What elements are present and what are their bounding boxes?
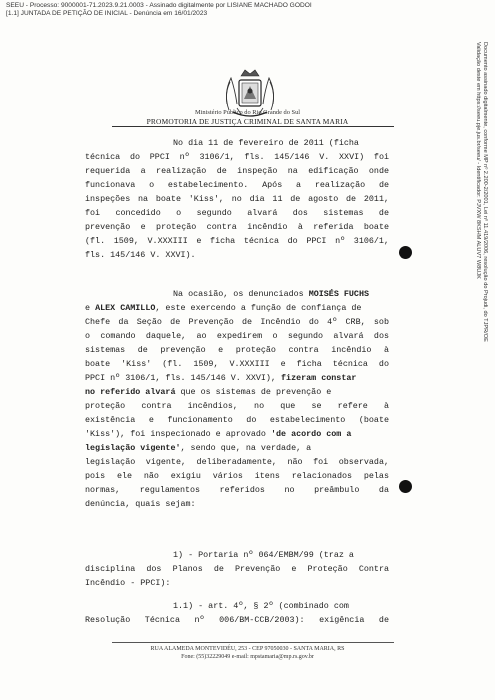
- defendant-name: ALEX CAMILLO: [95, 303, 156, 313]
- text-line: inspeções na boate 'Kiss', no dia 11 de agosto de 2011,: [85, 194, 389, 204]
- text-line: no referido alvará que os sistemas de prevenção e: [85, 387, 332, 397]
- department-name: PROMOTORIA DE JUSTIÇA CRIMINAL DE SANTA MARIA: [146, 117, 349, 126]
- text-line: boate 'Kiss' (fl. 1509, V.XXXIII e ficha técnica do: [85, 359, 389, 369]
- header-divider: [112, 126, 394, 127]
- text-line: foi concedido o segundo alvará dos sistemas de: [85, 208, 389, 218]
- footer-address: RUA ALAMEDA MONTEVIDÉU, 253 - CEP 97050030 - SANTA MARIA, RS: [150, 646, 345, 652]
- footer-divider: [112, 642, 394, 643]
- text-line: (fl. 1509, V.XXXIII e ficha técnica do PPCI nº 3106/1,: [85, 236, 389, 246]
- text-line: pois ele não exigiu vários itens relacionados pelas: [85, 471, 389, 481]
- text-line: Incêndio - PPCI):: [85, 578, 171, 588]
- text-line: PPCI nº 3106/1, fls. 145/146 V. XXVI), fizeram constar: [85, 373, 357, 383]
- paragraph-3: [85, 548, 389, 590]
- text-line: e ALEX CAMILLO, este exercendo a função de confiança de: [85, 303, 362, 313]
- validation-side-note: [468, 42, 488, 682]
- emphasis-text: legislação vigente': [85, 443, 181, 453]
- text-line: 1) - Portaria nº 064/EMBM/99 (traz a: [173, 550, 354, 560]
- text-line: proteção contra incêndios, no que se refere à: [85, 401, 389, 411]
- text-line: técnica do PPCI nº 3106/1, fls. 145/146 V. XXVI) foi: [85, 152, 389, 162]
- emphasis-text: 'de acordo com a: [270, 429, 352, 439]
- text-line: legislação vigente, deliberadamente, não foi observada,: [85, 457, 389, 467]
- text-line: funcionava o estabelecimento. Após a realização de: [85, 180, 389, 190]
- text-line: disciplina dos Planos de Prevenção e Proteção Contra: [85, 564, 389, 574]
- text-line: Na ocasião, os denunciados MOISÉS FUCHS: [173, 289, 370, 299]
- validation-line-1: Documento assinado digitalmente, conforme MP nº 2.200-2/2001, Lei nº 11.419/2006, resolução do Projudi, do TJPR/OE: [482, 42, 488, 342]
- text-line: denúncia, quais sejam:: [85, 499, 196, 509]
- emphasis-text: fizeram constar: [281, 373, 357, 383]
- paragraph-1: [85, 136, 389, 262]
- signature-stamp-line: SEEU - Processo: 9000001-71.2023.9.21.0003 - Assinado digitalmente por LISIANE MACHADO GODOI: [6, 2, 312, 9]
- text-line: prevenção e proteção contra incêndio à referida boate: [85, 222, 389, 232]
- text-line: sistemas de prevenção e proteção contra incêndio à: [85, 345, 389, 355]
- text-line: Resolução Técnica nº 006/BM-CCB/2003): exigência de: [85, 615, 389, 625]
- paragraph-4: [85, 599, 389, 627]
- binder-hole: [399, 246, 412, 259]
- text-line: legislação vigente', sendo que, na verdade, a: [85, 443, 312, 453]
- text-line: 1.1) - art. 4º, § 2º (combinado com: [173, 601, 349, 611]
- text-line: o comando daquele, ao expedirem o segundo alvará dos: [85, 331, 389, 341]
- institution-name: Ministério Público do Rio Grande do Sul: [194, 109, 301, 116]
- text-line: Chefe da Seção de Prevenção de Incêndio do 4º CRB, sob: [85, 317, 389, 327]
- paragraph-2: [85, 287, 389, 511]
- footer-contact: Fone: (55)32229049 e-mail: mpstamaria@mp.rs.gov.br: [181, 654, 314, 660]
- text-line: requerida a realização de inspeção na edificação onde: [85, 166, 389, 176]
- text-line: 'Kiss'), foi inspecionado e aprovado 'de acordo com a: [85, 429, 352, 439]
- emphasis-text: no referido alvará: [85, 387, 176, 397]
- binder-hole: [399, 480, 412, 493]
- validation-line-2: Validação deste em https://seeu.pje.jus.br/seeu/ - Identificador: PJVXW 8KSHM ALUV7 W8UJK: [475, 42, 481, 279]
- filing-stamp-line: [1.1] JUNTADA DE PETIÇÃO DE INICIAL - Denúncia em 16/01/2023: [6, 10, 208, 17]
- text-line: existência e funcionamento do estabelecimento (boate: [85, 415, 389, 425]
- text-line: normas, regulamentos referidos no preâmbulo da: [85, 485, 389, 495]
- defendant-name: MOISÉS FUCHS: [308, 289, 370, 299]
- text-line: No dia 11 de fevereiro de 2011 (ficha: [173, 138, 359, 148]
- text-line: fls. 145/146 V. XXVI).: [85, 250, 196, 260]
